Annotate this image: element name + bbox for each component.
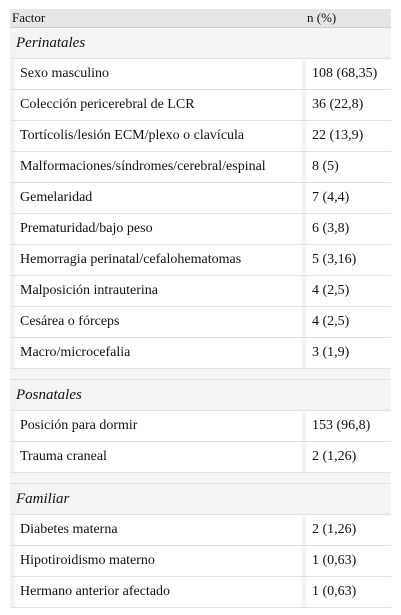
- factor-cell: Hemorragia perinatal/cefalohematomas: [15, 245, 302, 275]
- factor-cell: Gemelaridad: [15, 183, 302, 213]
- value-cell: 4 (2,5): [306, 307, 391, 337]
- table-header: [10, 9, 391, 28]
- factor-cell: Hermano anterior afectado: [15, 577, 302, 607]
- table-row: [10, 183, 391, 214]
- table-row: [10, 307, 391, 338]
- factor-cell: Sexo masculino: [15, 59, 302, 89]
- value-cell: 108 (68,35): [306, 59, 391, 89]
- factor-cell: Malformaciones/síndromes/cerebral/espinal: [15, 152, 302, 182]
- table-row: [10, 59, 391, 90]
- table-row: [10, 121, 391, 152]
- table-row: [10, 515, 391, 546]
- value-cell: 3 (1,9): [306, 338, 391, 368]
- table-row: [10, 245, 391, 276]
- section-title-perinatales: Perinatales: [10, 28, 391, 59]
- value-cell: 153 (96,8): [306, 411, 391, 441]
- factor-cell: Trauma craneal: [15, 442, 302, 472]
- table-row: [10, 577, 391, 608]
- factor-cell: Tortícolis/lesión ECM/plexo o clavícula: [15, 121, 302, 151]
- factor-cell: Hipotiroidismo materno: [15, 546, 302, 576]
- table-row: [10, 442, 391, 473]
- section-title-familiar: Familiar: [10, 484, 391, 515]
- table-row: [10, 411, 391, 442]
- value-cell: 6 (3,8): [306, 214, 391, 244]
- factor-cell: Cesárea o fórceps: [15, 307, 302, 337]
- factor-cell: Malposición intrauterina: [15, 276, 302, 306]
- value-cell: 7 (4,4): [306, 183, 391, 213]
- table-row: [10, 90, 391, 121]
- table-row: [10, 546, 391, 577]
- value-cell: 5 (3,16): [306, 245, 391, 275]
- header-factor: Factor: [12, 10, 46, 25]
- factor-cell: Prematuridad/bajo peso: [15, 214, 302, 244]
- value-cell: 22 (13,9): [306, 121, 391, 151]
- factor-cell: Colección pericerebral de LCR: [15, 90, 302, 120]
- section-spacer: [10, 473, 391, 484]
- section-spacer: [10, 369, 391, 380]
- header-n-percent: n (%): [307, 10, 337, 25]
- value-cell: 2 (1,26): [306, 515, 391, 545]
- value-cell: 36 (22,8): [306, 90, 391, 120]
- risk-factor-table: [10, 9, 391, 608]
- table-row: [10, 276, 391, 307]
- value-cell: 1 (0,63): [306, 577, 391, 607]
- value-cell: 8 (5): [306, 152, 391, 182]
- table-row: [10, 152, 391, 183]
- factor-cell: Diabetes materna: [15, 515, 302, 545]
- section-title-posnatales: Posnatales: [10, 380, 391, 411]
- factor-cell: Posición para dormir: [15, 411, 302, 441]
- value-cell: 1 (0,63): [306, 546, 391, 576]
- value-cell: 2 (1,26): [306, 442, 391, 472]
- value-cell: 4 (2,5): [306, 276, 391, 306]
- table-row: [10, 214, 391, 245]
- table-row: [10, 338, 391, 369]
- factor-cell: Macro/microcefalia: [15, 338, 302, 368]
